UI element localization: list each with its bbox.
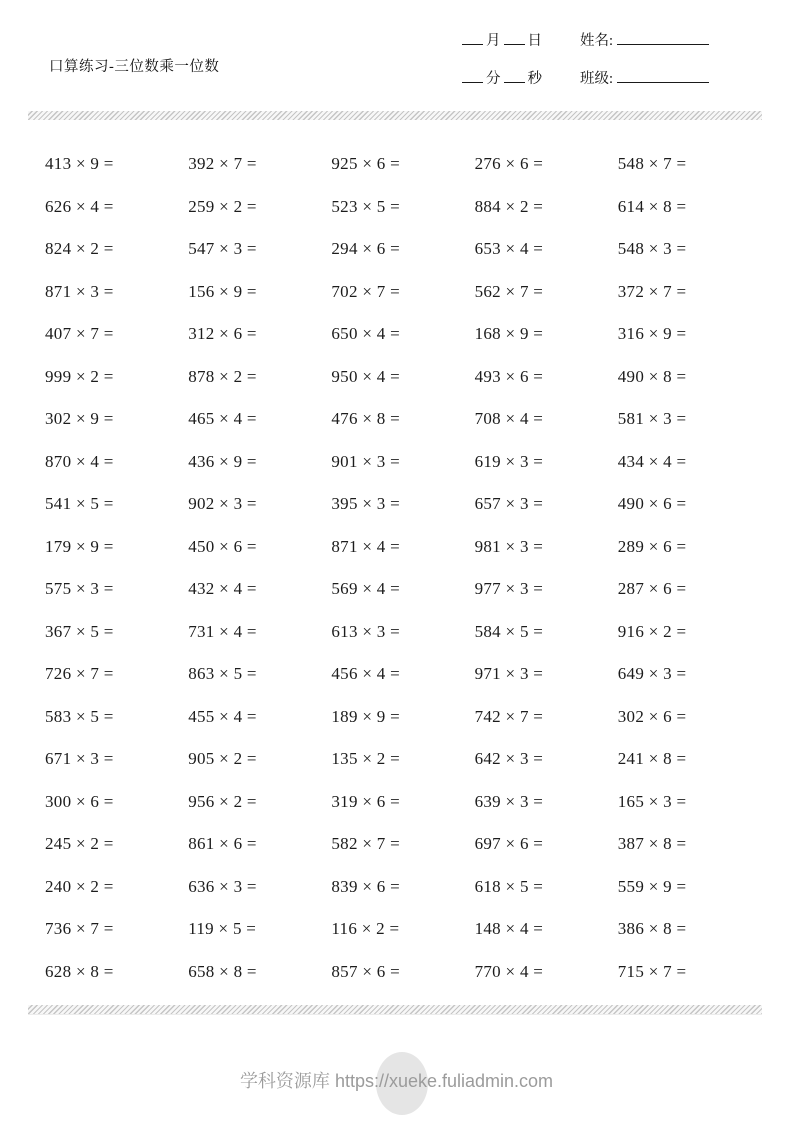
problem-cell: 547 × 3 = xyxy=(188,239,257,258)
problem-cell: 653 × 4 = xyxy=(474,239,544,258)
problems-grid xyxy=(45,143,761,993)
problem-cell: 956 × 2 = xyxy=(188,791,257,811)
problem-cell: 857 × 6 = xyxy=(331,961,400,981)
problem-cell: 450 × 6 = xyxy=(188,536,257,556)
problem-cell: 569 × 4 = xyxy=(331,579,400,598)
problem-cell: 649 × 3 = xyxy=(617,664,687,683)
problem-cell: 367 × 5 = xyxy=(45,621,114,641)
page-title: 口算练习-三位数乘一位数 xyxy=(49,59,220,75)
header-fields xyxy=(459,30,712,106)
problem-cell: 386 × 8 = xyxy=(617,919,687,938)
problem-cell: 613 × 3 = xyxy=(331,621,400,641)
problem-cell: 736 × 7 = xyxy=(45,919,114,938)
problem-cell: 395 × 3 = xyxy=(331,494,400,513)
month-blank xyxy=(462,31,483,45)
problem-cell: 619 × 3 = xyxy=(474,451,544,471)
problem-cell: 432 × 4 = xyxy=(188,579,257,598)
problem-cell: 697 × 6 = xyxy=(474,834,544,853)
problem-cell: 259 × 2 = xyxy=(188,196,257,216)
problem-cell: 581 × 3 = xyxy=(617,409,687,428)
problem-cell: 156 × 9 = xyxy=(188,281,257,301)
problem-cell: 584 × 5 = xyxy=(474,621,544,641)
class-label: 班级: xyxy=(580,71,614,87)
problem-cell: 302 × 9 = xyxy=(45,409,114,428)
problem-cell: 372 × 7 = xyxy=(617,281,687,301)
problem-cell: 493 × 6 = xyxy=(474,366,544,386)
problem-cell: 189 × 9 = xyxy=(331,706,400,726)
problem-cell: 465 × 4 = xyxy=(188,409,257,428)
problem-cell: 999 × 2 = xyxy=(45,366,114,386)
class-blank xyxy=(617,69,709,83)
problem-cell: 148 × 4 = xyxy=(474,919,544,938)
problem-cell: 575 × 3 = xyxy=(45,579,114,598)
problem-cell: 884 × 2 = xyxy=(474,196,544,216)
problem-cell: 901 × 3 = xyxy=(331,451,400,471)
problem-cell: 387 × 8 = xyxy=(617,834,687,853)
problem-cell: 548 × 3 = xyxy=(617,239,687,258)
problem-cell: 436 × 9 = xyxy=(188,451,257,471)
problem-cell: 626 × 4 = xyxy=(45,196,114,216)
footer-url: https://xueke.fuliadmin.com xyxy=(334,1071,554,1091)
problem-cell: 245 × 2 = xyxy=(45,834,114,853)
problem-cell: 950 × 4 = xyxy=(331,366,400,386)
name-blank xyxy=(617,31,709,45)
problem-cell: 708 × 4 = xyxy=(474,409,544,428)
problem-cell: 639 × 3 = xyxy=(474,791,544,811)
problem-cell: 289 × 6 = xyxy=(617,536,687,556)
problem-cell: 316 × 9 = xyxy=(617,324,687,343)
time-class-row xyxy=(459,68,712,90)
problem-cell: 302 × 6 = xyxy=(617,706,687,726)
second-label: 秒 xyxy=(527,71,542,87)
problem-cell: 562 × 7 = xyxy=(474,281,544,301)
problem-cell: 863 × 5 = xyxy=(188,664,257,683)
footer-site-name: 学科资源库 xyxy=(239,1071,330,1091)
problem-cell: 287 × 6 = xyxy=(617,579,687,598)
problem-cell: 871 × 3 = xyxy=(45,281,114,301)
problem-cell: 671 × 3 = xyxy=(45,749,114,768)
date-name-row xyxy=(459,30,712,52)
problem-cell: 582 × 7 = xyxy=(331,834,400,853)
problem-cell: 628 × 8 = xyxy=(45,961,114,981)
problem-cell: 905 × 2 = xyxy=(188,749,257,768)
problem-cell: 636 × 3 = xyxy=(188,876,257,896)
problem-cell: 240 × 2 = xyxy=(45,876,114,896)
problem-cell: 119 × 5 = xyxy=(188,919,257,938)
problem-cell: 583 × 5 = xyxy=(45,706,114,726)
problem-cell: 476 × 8 = xyxy=(331,409,400,428)
problem-cell: 490 × 6 = xyxy=(617,494,687,513)
problem-cell: 523 × 5 = xyxy=(331,196,400,216)
problem-cell: 490 × 8 = xyxy=(617,366,687,386)
problem-cell: 870 × 4 = xyxy=(45,451,114,471)
problem-cell: 319 × 6 = xyxy=(331,791,400,811)
problem-cell: 168 × 9 = xyxy=(474,324,544,343)
hatched-divider-top xyxy=(28,111,762,120)
second-blank xyxy=(504,69,525,83)
problem-cell: 657 × 3 = xyxy=(474,494,544,513)
problem-cell: 241 × 8 = xyxy=(617,749,687,768)
problem-cell: 559 × 9 = xyxy=(617,876,687,896)
problem-cell: 456 × 4 = xyxy=(331,664,400,683)
problem-cell: 413 × 9 = xyxy=(45,154,114,173)
problem-cell: 770 × 4 = xyxy=(474,961,544,981)
problem-cell: 742 × 7 = xyxy=(474,706,544,726)
problem-cell: 392 × 7 = xyxy=(188,154,257,173)
minute-blank xyxy=(462,69,483,83)
problem-cell: 925 × 6 = xyxy=(331,154,400,173)
problem-cell: 541 × 5 = xyxy=(45,494,114,513)
problem-cell: 455 × 4 = xyxy=(188,706,257,726)
problem-cell: 165 × 3 = xyxy=(617,791,687,811)
problem-cell: 434 × 4 = xyxy=(617,451,687,471)
problem-cell: 300 × 6 = xyxy=(45,791,114,811)
problem-cell: 839 × 6 = xyxy=(331,876,400,896)
problem-cell: 726 × 7 = xyxy=(45,664,114,683)
month-label: 月 xyxy=(486,33,501,49)
problem-cell: 276 × 6 = xyxy=(474,154,544,173)
problem-cell: 981 × 3 = xyxy=(474,536,544,556)
problem-cell: 650 × 4 = xyxy=(331,324,400,343)
problem-cell: 294 × 6 = xyxy=(331,239,400,258)
problem-cell: 407 × 7 = xyxy=(45,324,114,343)
hatched-divider-bottom xyxy=(28,1005,762,1015)
problem-cell: 878 × 2 = xyxy=(188,366,257,386)
problem-cell: 548 × 7 = xyxy=(617,154,687,173)
problem-cell: 824 × 2 = xyxy=(45,239,114,258)
problem-cell: 614 × 8 = xyxy=(617,196,687,216)
problem-cell: 618 × 5 = xyxy=(474,876,544,896)
name-label: 姓名: xyxy=(580,33,614,49)
problem-cell: 731 × 4 = xyxy=(188,621,257,641)
problem-cell: 871 × 4 = xyxy=(331,536,400,556)
problem-cell: 977 × 3 = xyxy=(474,579,544,598)
problem-cell: 902 × 3 = xyxy=(188,494,257,513)
minute-label: 分 xyxy=(486,71,501,87)
problem-cell: 702 × 7 = xyxy=(331,281,400,301)
problem-cell: 179 × 9 = xyxy=(45,536,114,556)
problem-cell: 916 × 2 = xyxy=(617,621,687,641)
problem-cell: 642 × 3 = xyxy=(474,749,544,768)
problem-cell: 312 × 6 = xyxy=(188,324,257,343)
problem-cell: 658 × 8 = xyxy=(188,961,257,981)
problem-cell: 135 × 2 = xyxy=(331,749,400,768)
problem-cell: 116 × 2 = xyxy=(331,919,400,938)
problem-cell: 971 × 3 = xyxy=(474,664,544,683)
day-blank xyxy=(504,31,525,45)
footer xyxy=(0,1066,793,1096)
day-label: 日 xyxy=(527,33,542,49)
problem-cell: 715 × 7 = xyxy=(617,961,687,981)
problem-cell: 861 × 6 = xyxy=(188,834,257,853)
